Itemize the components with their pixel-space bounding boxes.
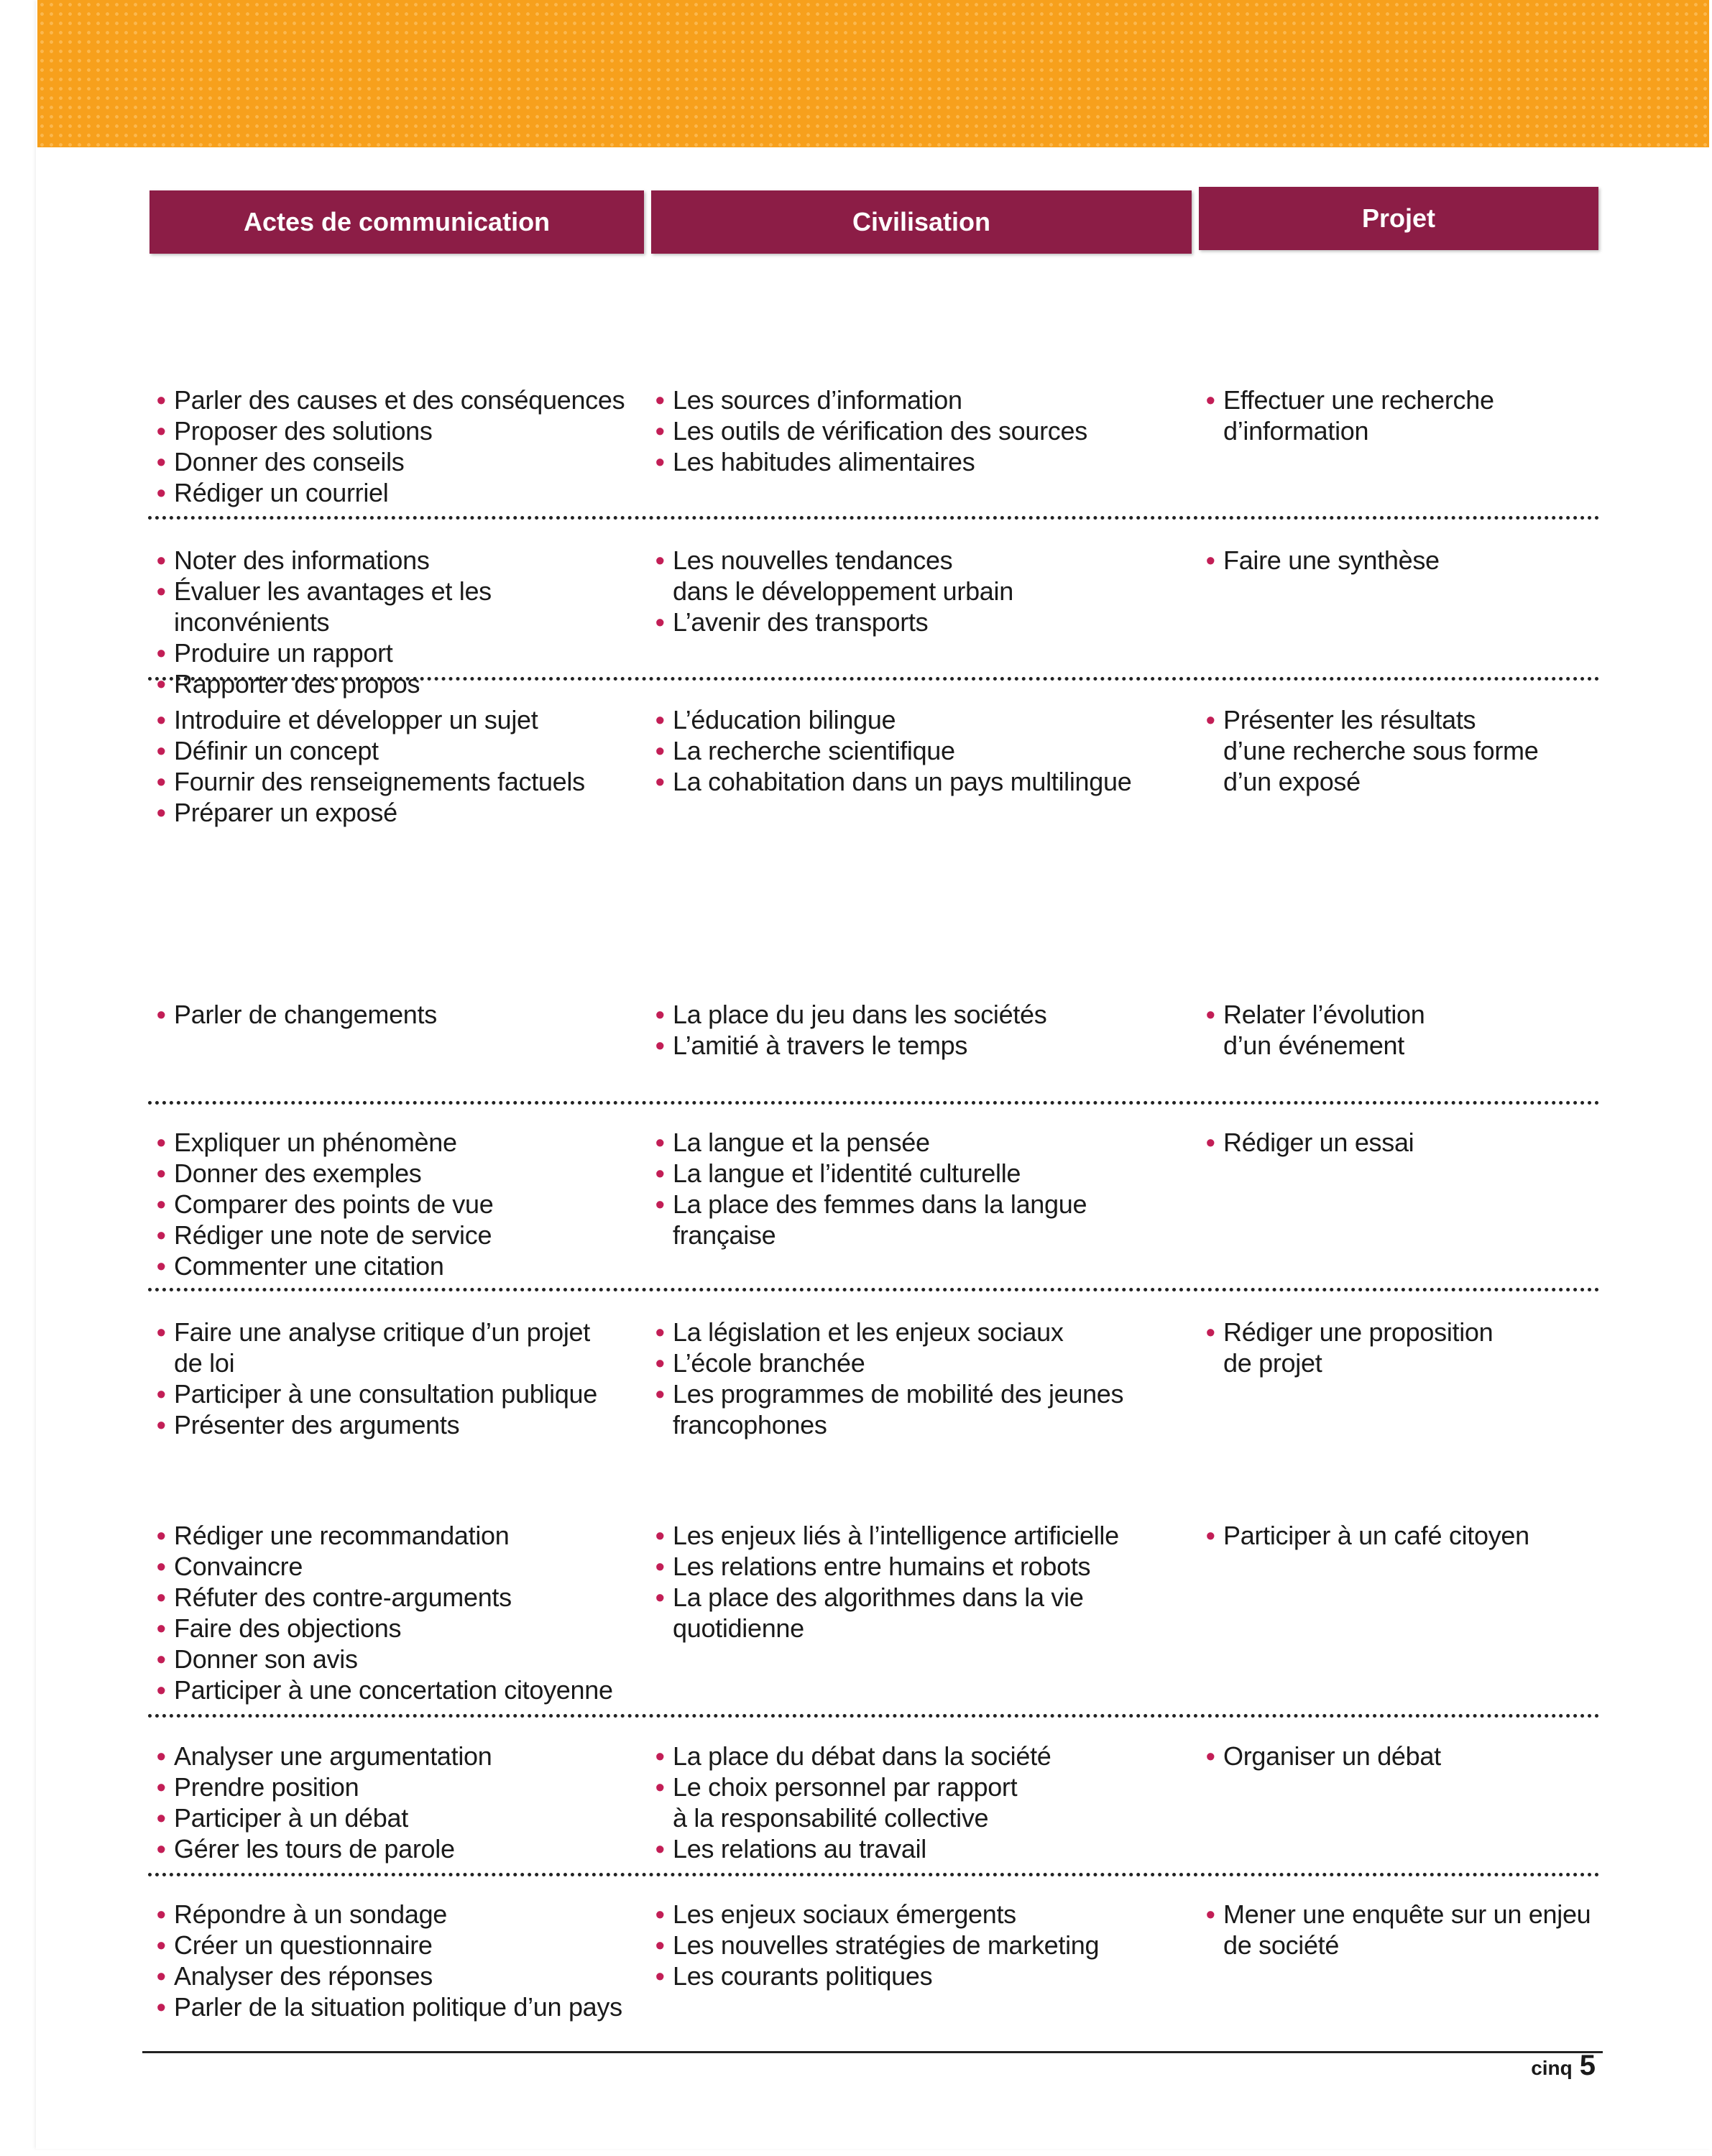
- cell-communication: [155, 545, 644, 699]
- item-projet: • Relater l’évolution d’un événement: [1205, 999, 1607, 1061]
- cell-projet: [1205, 999, 1607, 1061]
- cell-civilisation: [654, 1741, 1186, 1864]
- item-civilisation: • Le choix personnel par rapport à la responsabilité collective: [654, 1772, 1186, 1833]
- dotted-separator: [148, 1873, 1600, 1876]
- cell-projet: [1205, 1317, 1607, 1378]
- item-civilisation: • La législation et les enjeux sociaux: [654, 1317, 1186, 1348]
- cell-civilisation: [654, 1520, 1186, 1644]
- cell-communication: [155, 1127, 644, 1281]
- item-civilisation: • L’avenir des transports: [654, 607, 1186, 637]
- cell-communication: [155, 1520, 644, 1705]
- cell-communication: [155, 1899, 644, 2022]
- cell-communication: [155, 1741, 644, 1864]
- footer-rule: [142, 2051, 1603, 2053]
- top-decorative-band: [37, 0, 1709, 147]
- item-communication: • Rédiger un courriel: [155, 477, 644, 508]
- item-communication: • Participer à une concertation citoyenne: [155, 1674, 644, 1705]
- item-communication: • Parler de changements: [155, 999, 644, 1030]
- cell-projet: [1205, 1899, 1607, 1961]
- item-civilisation: • Les relations au travail: [654, 1833, 1186, 1864]
- cell-civilisation: [654, 1127, 1186, 1250]
- item-communication: • Parler de la situation politique d’un pays: [155, 1991, 644, 2022]
- item-civilisation: • Les nouvelles stratégies de marketing: [654, 1930, 1186, 1961]
- item-communication: • Donner son avis: [155, 1644, 644, 1674]
- item-civilisation: • La place du débat dans la société: [654, 1741, 1186, 1772]
- item-communication: • Donner des exemples: [155, 1158, 644, 1189]
- item-communication: • Participer à un débat: [155, 1802, 644, 1833]
- item-communication: • Créer un questionnaire: [155, 1930, 644, 1961]
- cell-communication: [155, 1317, 644, 1440]
- dotted-separator: [148, 677, 1600, 681]
- item-communication: • Participer à une consultation publique: [155, 1378, 644, 1409]
- cell-civilisation: [654, 999, 1186, 1061]
- item-civilisation: • Les relations entre humains et robots: [654, 1551, 1186, 1582]
- cell-projet: [1205, 1520, 1607, 1551]
- item-communication: • Introduire et développer un sujet: [155, 704, 644, 735]
- item-civilisation: • La langue et la pensée: [654, 1127, 1186, 1158]
- dotted-separator: [148, 1288, 1600, 1291]
- cell-communication: [155, 384, 644, 508]
- item-communication: • Produire un rapport: [155, 637, 644, 668]
- item-projet: • Effectuer une recherche d’information: [1205, 384, 1607, 446]
- column-header-civilisation: Civilisation: [651, 190, 1192, 254]
- item-communication: • Comparer des points de vue: [155, 1189, 644, 1220]
- cell-civilisation: [654, 384, 1186, 477]
- column-header-projet: Projet: [1199, 187, 1598, 250]
- item-civilisation: • La recherche scientifique: [654, 735, 1186, 766]
- item-projet: • Mener une enquête sur un enjeu de société: [1205, 1899, 1607, 1961]
- cell-civilisation: [654, 1899, 1186, 1991]
- item-civilisation: • La place des algorithmes dans la vie quotidienne: [654, 1582, 1186, 1644]
- cell-civilisation: [654, 704, 1186, 797]
- item-communication: • Définir un concept: [155, 735, 644, 766]
- item-communication: • Répondre à un sondage: [155, 1899, 644, 1930]
- item-communication: • Proposer des solutions: [155, 415, 644, 446]
- item-civilisation: • Les sources d’information: [654, 384, 1186, 415]
- cell-civilisation: [654, 1317, 1186, 1440]
- item-projet: • Organiser un débat: [1205, 1741, 1607, 1772]
- item-civilisation: • Les enjeux liés à l’intelligence artificielle: [654, 1520, 1186, 1551]
- item-communication: • Prendre position: [155, 1772, 644, 1802]
- item-communication: • Convaincre: [155, 1551, 644, 1582]
- item-communication: • Expliquer un phénomène: [155, 1127, 644, 1158]
- cell-projet: [1205, 1741, 1607, 1772]
- item-civilisation: • Les enjeux sociaux émergents: [654, 1899, 1186, 1930]
- cell-projet: [1205, 545, 1607, 576]
- dotted-separator: [148, 1101, 1600, 1105]
- item-civilisation: • L’éducation bilingue: [654, 704, 1186, 735]
- page-number-digit: 5: [1579, 2050, 1596, 2081]
- item-communication: • Donner des conseils: [155, 446, 644, 477]
- item-communication: • Faire des objections: [155, 1613, 644, 1644]
- item-communication: • Évaluer les avantages et les inconvénients: [155, 576, 644, 637]
- item-projet: • Faire une synthèse: [1205, 545, 1607, 576]
- item-communication: • Présenter des arguments: [155, 1409, 644, 1440]
- cell-projet: [1205, 1127, 1607, 1158]
- item-civilisation: • La cohabitation dans un pays multilingue: [654, 766, 1186, 797]
- item-projet: • Rédiger un essai: [1205, 1127, 1607, 1158]
- item-civilisation: • Les programmes de mobilité des jeunes francophones: [654, 1378, 1186, 1440]
- cell-communication: [155, 704, 644, 828]
- item-communication: • Réfuter des contre-arguments: [155, 1582, 644, 1613]
- dotted-separator: [148, 516, 1600, 520]
- item-communication: • Faire une analyse critique d’un projet de loi: [155, 1317, 644, 1378]
- item-civilisation: • L’amitié à travers le temps: [654, 1030, 1186, 1061]
- cell-communication: [155, 999, 644, 1030]
- item-communication: • Noter des informations: [155, 545, 644, 576]
- cell-civilisation: [654, 545, 1186, 637]
- item-communication: • Gérer les tours de parole: [155, 1833, 644, 1864]
- item-projet: • Présenter les résultats d’une recherche sous forme d’un exposé: [1205, 704, 1607, 797]
- column-header-communication: Actes de communication: [149, 190, 644, 254]
- item-communication: • Préparer un exposé: [155, 797, 644, 828]
- dotted-separator: [148, 1714, 1600, 1718]
- cell-projet: [1205, 704, 1607, 797]
- item-civilisation: • La langue et l’identité culturelle: [654, 1158, 1186, 1189]
- page-number: [1531, 2050, 1596, 2082]
- page-number-word: cinq: [1531, 2057, 1573, 2079]
- item-projet: • Participer à un café citoyen: [1205, 1520, 1607, 1551]
- item-civilisation: • L’école branchée: [654, 1348, 1186, 1378]
- item-civilisation: • La place des femmes dans la langue française: [654, 1189, 1186, 1250]
- item-civilisation: • Les nouvelles tendances dans le développement urbain: [654, 545, 1186, 607]
- item-civilisation: • Les outils de vérification des sources: [654, 415, 1186, 446]
- item-civilisation: • Les habitudes alimentaires: [654, 446, 1186, 477]
- item-communication: • Analyser une argumentation: [155, 1741, 644, 1772]
- item-communication: • Rédiger une recommandation: [155, 1520, 644, 1551]
- item-projet: • Rédiger une proposition de projet: [1205, 1317, 1607, 1378]
- item-communication: • Rédiger une note de service: [155, 1220, 644, 1250]
- cell-projet: [1205, 384, 1607, 446]
- item-civilisation: • La place du jeu dans les sociétés: [654, 999, 1186, 1030]
- item-communication: • Parler des causes et des conséquences: [155, 384, 644, 415]
- item-communication: • Fournir des renseignements factuels: [155, 766, 644, 797]
- item-civilisation: • Les courants politiques: [654, 1961, 1186, 1991]
- item-communication: • Rapporter des propos: [155, 668, 644, 699]
- item-communication: • Commenter une citation: [155, 1250, 644, 1281]
- item-communication: • Analyser des réponses: [155, 1961, 644, 1991]
